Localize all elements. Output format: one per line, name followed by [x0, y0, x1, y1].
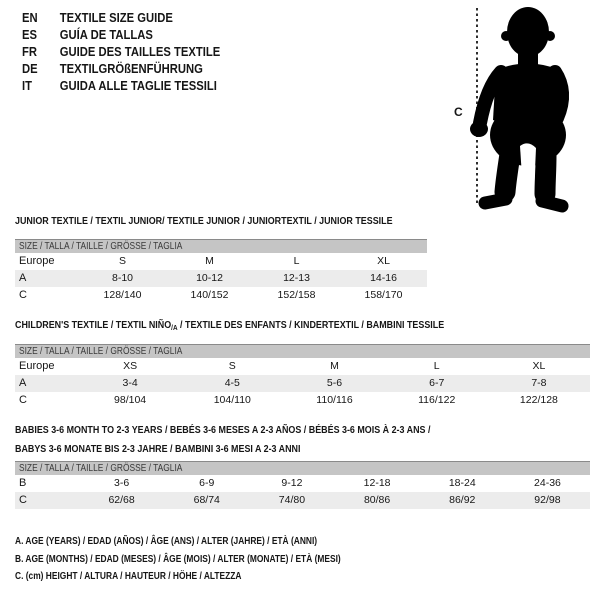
children-size-table [15, 344, 590, 409]
table-cell: 128/140 [103, 289, 142, 301]
table-row [15, 392, 590, 409]
table-cell: 86/92 [449, 494, 476, 506]
table-cell: M [205, 255, 214, 267]
row-label: A [19, 272, 27, 284]
language-row [22, 10, 220, 27]
size-header-label: SIZE / TALLA / TAILLE / GRÖSSE / TAGLIA [19, 463, 183, 474]
size-header-bar [15, 239, 427, 253]
language-row [22, 61, 220, 78]
language-code: EN [22, 11, 38, 25]
table-cell: 4-5 [224, 377, 240, 389]
size-header-label: SIZE / TALLA / TAILLE / GRÖSSE / TAGLIA [19, 346, 183, 357]
table-cell: XS [123, 360, 138, 372]
title-text: BABIES 3-6 MONTH TO 2-3 YEARS / BEBÉS 3-6 MESES A 2-3 AÑOS / BÉBÉS 3-6 MOIS À 2-3 ANS / [15, 424, 431, 436]
language-row [22, 27, 220, 44]
table-cell: 74/80 [278, 494, 306, 506]
height-measure-label: C [454, 105, 463, 119]
table-cell: 104/110 [213, 394, 251, 406]
junior-size-table [15, 239, 427, 304]
junior-section-title [15, 213, 459, 232]
table-cell: XL [532, 360, 546, 372]
note-a [15, 533, 422, 551]
title-text: BABYS 3-6 MONATE BIS 2-3 JAHRE / BAMBINI 3-6 MESI A 2-3 ANNI [15, 443, 301, 455]
table-cell: 3-6 [113, 477, 130, 489]
language-row [22, 78, 220, 95]
babies-size-table [15, 461, 590, 509]
table-cell: S [228, 360, 236, 372]
table-cell: S [118, 255, 126, 267]
table-cell: 10-12 [196, 272, 223, 284]
table-cell: 98/104 [114, 394, 147, 406]
table-cell: 5-6 [326, 377, 343, 389]
table-row [15, 475, 590, 492]
table-cell: 140/152 [190, 289, 229, 301]
table-cell: 14-16 [370, 272, 397, 284]
row-label: C [19, 494, 27, 506]
language-code: IT [22, 79, 32, 93]
table-cell: 6-7 [429, 377, 445, 389]
title-subscript: /A [171, 323, 178, 332]
size-header-bar [15, 461, 590, 475]
size-header-bar [15, 344, 590, 358]
language-row [22, 44, 220, 61]
note-text: C. (cm) HEIGHT / ALTURA / HAUTEUR / HÖHE / ALTEZZA [15, 570, 242, 582]
row-label: A [19, 377, 27, 389]
language-title: TEXTILGRÖßENFÜHRUNG [59, 62, 203, 76]
legend-notes [15, 533, 422, 586]
title-text: / TEXTILE DES ENFANTS / KINDERTEXTIL / BAMBINI TESSILE [177, 319, 445, 331]
table-cell: 8-10 [111, 272, 133, 284]
table-row [15, 375, 590, 392]
title-text: CHILDREN'S TEXTILE / TEXTIL NIÑO [15, 319, 172, 331]
row-label: Europe [19, 255, 55, 267]
table-cell: 12-18 [363, 477, 391, 489]
table-cell: M [330, 360, 339, 372]
table-cell: L [293, 255, 300, 267]
language-title: GUÍA DE TALLAS [59, 28, 153, 42]
language-code: ES [22, 28, 38, 42]
note-text: B. AGE (MONTHS) / EDAD (MESES) / ÂGE (MOIS) / ALTER (MONATE) / ETÀ (MESI) [15, 552, 341, 565]
table-cell: 6-9 [199, 477, 215, 489]
table-cell: 18-24 [448, 477, 476, 489]
table-cell: 80/86 [363, 494, 391, 506]
table-cell: 24-36 [534, 477, 561, 489]
table-cell: 116/122 [418, 394, 456, 406]
table-row [15, 270, 427, 287]
note-c [15, 568, 422, 586]
table-cell: 110/116 [316, 394, 353, 406]
table-cell: 122/128 [519, 394, 558, 406]
table-cell: L [433, 360, 440, 372]
language-code: DE [22, 62, 38, 76]
table-cell: 9-12 [281, 477, 303, 489]
table-row [15, 287, 427, 304]
row-label: B [19, 477, 27, 489]
babies-section-title [15, 422, 504, 460]
table-row [15, 492, 590, 509]
baby-silhouette-icon [468, 2, 596, 214]
language-title: TEXTILE SIZE GUIDE [59, 11, 173, 25]
table-row [15, 358, 590, 375]
language-code: FR [22, 45, 38, 59]
row-label: Europe [19, 360, 55, 372]
table-cell: XL [377, 255, 390, 267]
note-b [15, 551, 422, 569]
row-label: C [19, 289, 27, 301]
language-title: GUIDA ALLE TAGLIE TESSILI [59, 79, 217, 93]
children-section-title [15, 317, 520, 336]
title-text: JUNIOR TEXTILE / TEXTIL JUNIOR/ TEXTILE JUNIOR / JUNIORTEXTIL / JUNIOR TESSILE [15, 215, 393, 227]
table-cell: 92/98 [534, 494, 561, 506]
row-label: C [19, 394, 27, 406]
table-cell: 152/158 [277, 289, 316, 301]
table-row [15, 253, 427, 270]
table-cell: 7-8 [531, 377, 547, 389]
table-cell: 3-4 [122, 377, 138, 389]
table-cell: 68/74 [193, 494, 220, 506]
table-cell: 158/170 [364, 289, 403, 301]
language-title: GUIDE DES TAILLES TEXTILE [59, 45, 221, 59]
note-text: A. AGE (YEARS) / EDAD (AÑOS) / ÂGE (ANS) / ALTER (JAHRE) / ETÀ (ANNI) [15, 535, 318, 547]
table-cell: 62/68 [108, 494, 135, 506]
table-cell: 12-13 [283, 272, 310, 284]
language-list [22, 10, 242, 95]
size-header-label: SIZE / TALLA / TAILLE / GRÖSSE / TAGLIA [19, 241, 183, 252]
